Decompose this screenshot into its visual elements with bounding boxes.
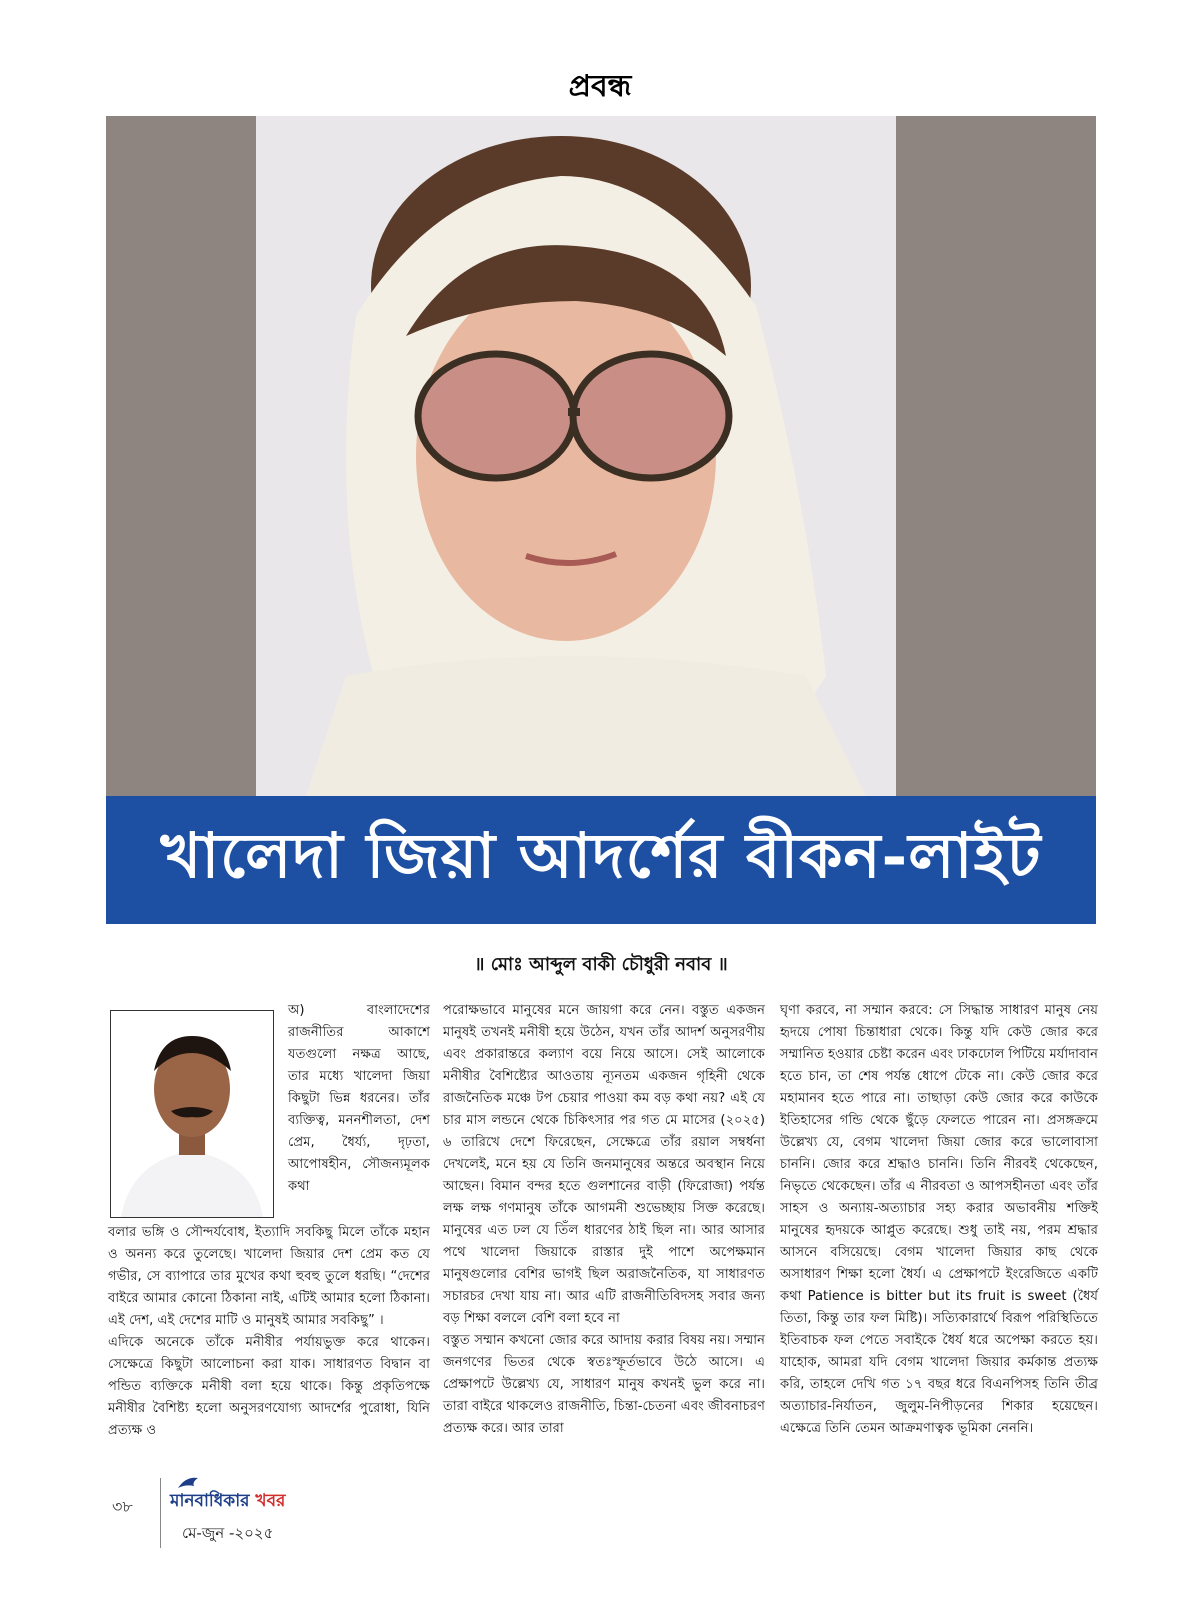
paragraph: বলার ভঙ্গি ও সৌন্দর্যবোধ, ইত্যাদি সবকিছু মিলে তাঁকে মহান ও অনন্য করে তুলেছে। খালেদা জিয়ার দেশ প্রেম কত যে গভীর, সে ব্যাপারে তার মুখের কথা হুবহু তুলে ধরছি। “দেশের বাইরে আমার কোনো ঠিকানা নাই, এটিই আমার হলো ঠিকানা। এই দেশ, এই দেশের মাটি ও মানুষই আমার সবকিছু” ।	[108, 1225, 430, 1328]
column-1-bottom	[108, 1222, 430, 1442]
section-label: প্রবন্ধ	[568, 69, 632, 104]
issue-date: মে-জুন -২০২৫	[182, 1524, 274, 1542]
magazine-name-accent: খবর	[255, 1491, 286, 1511]
footer-divider	[160, 1478, 161, 1548]
column-2	[443, 1000, 765, 1440]
magazine-name	[170, 1488, 285, 1516]
author-portrait-illustration	[111, 1011, 273, 1217]
page-number: ৩৮	[112, 1497, 133, 1516]
paragraph: পরোক্ষভাবে মানুষের মনে জায়গা করে নেন। বস্তুত একজন মানুষই তখনই মনীষী হয়ে উঠেন, যখন তাঁর আদর্শ অনুসরণীয় এবং প্রকারান্তরে কল্যাণ বয়ে নিয়ে আসে। সেই আলোকে মনীষীর বৈশিষ্ট্যের আওতায় ন্যূনতম একজন গৃহিনী থেকে রাজনৈতিক মঞ্চে টপ চেয়ার পাওয়া কম বড় কথা নয়? এই যে চার মাস লন্ডনে থেকে চিকিৎসার পর গত মে মাসের (২০২৫) ৬ তারিখে দেশে ফিরেছেন, সেক্ষেত্রে তাঁর রয়াল সম্বর্ধনা দেখলেই, মনে হয় যে তিনি জনমানুষের অন্তরে অবস্থান নিয়ে আছেন। বিমান বন্দর হতে গুলশানের বাড়ী (ফিরোজা) পর্যন্ত লক্ষ লক্ষ গণমানুষ তাঁকে আগমনী শুভেচ্ছায় সিক্ত করেছে। মানুষের এত ঢল যে তিঁল ধারণের ঠাই ছিল না। আর আসার পথে খালেদা জিয়াকে রাস্তার দুই পাশে অপেক্ষমান মানুষগুলোর বেশির ভাগই ছিল অরাজনৈতিক, যা সাধারণত সচারচর দেখা যায় না। আর এটি রাজনীতিবিদসহ সবার জন্য বড় শিক্ষা বললে বেশি বলা হবে না	[443, 1003, 765, 1326]
hero-photo	[106, 116, 1096, 796]
author-byline: ॥ মোঃ আব্দুল বাকী চৌধুরী নবাব ॥	[474, 954, 728, 975]
headline-band	[106, 796, 1096, 924]
headline: খালেদা জিয়া আদর্শের বীকন-লাইট	[160, 818, 1042, 892]
paragraph: এদিকে অনেকে তাঁকে মনীষীর পর্যায়ভুক্ত করে থাকেন। সেক্ষেত্রে কিছুটা আলোচনা করা যাক। সাধারণত বিদ্বান বা পন্ডিত ব্যক্তিকে মনীষী বলা হয়ে থাকে। কিন্তু প্রকৃতিপক্ষে মনীষীর বৈশিষ্ট্য হলো অনুসরণযোগ্য আদর্শের পুরোধা, যিনি প্রত্যক্ষ ও	[108, 1335, 430, 1438]
paragraph: ঘৃণা করবে, না সম্মান করবে: সে সিদ্ধান্ত সাধারণ মানুষ নেয় হৃদয়ে পোষা চিন্তাধারা থেকে। কিন্তু যদি কেউ জোর করে সম্মানিত হওয়ার চেষ্টা করেন এবং ঢাকঢোল পিটিয়ে মর্যাদাবান হতে চান, তা শেষ পর্যন্ত ধোপে টেকে না। কেউ জোর করে মহামানব হতে পারে না। তাছাড়া কেউ জোর করে কাউকে ইতিহাসের গন্ডি থেকে ছুঁড়ে ফেলতে পারেন না। প্রসঙ্গক্রমে উল্লেখ্য যে, বেগম খালেদা জিয়া জোর করে ভালোবাসা চাননি। জোর করে শ্রদ্ধাও চাননি। তিনি নীরবই থেকেছেন, নিভৃতে থেকেছেন। তাঁর এ নীরবতা ও আপসহীনতা এবং তাঁর সাহস ও অন্যায়-অত্যাচার সহ্য করার অভাবনীয় শক্তিই মানুষের হৃদয়কে আপ্লুত করেছে। শুধু তাই নয়, পরম শ্রদ্ধার আসনে বসিয়েছে। বেগম খালেদা জিয়ার কাছ থেকে অসাধারণ শিক্ষা হলো ধৈর্য। এ প্রেক্ষাপটে ইংরেজিতে একটি কথা Patience is bitter but its fruit is sweet (ধৈর্য তিতা, কিন্তু তার ফল মিষ্টি)। সত্যিকারার্থে বিরূপ পরিস্থিতিতে ইতিবাচক ফল পেতে সবাইকে ধৈর্য ধরে অপেক্ষা করতে হয়। যাহোক, আমরা যদি বেগম খালেদা জিয়ার কর্মকান্ত প্রত্যক্ষ করি, তাহলে দেখি গত ১৭ বছর ধরে বিএনপিসহ তিনি তীব্র অত্যাচার-নির্যাতন, জুলুম-নিপীড়নের শিকার হয়েছেন। এক্ষেত্রে তিনি তেমন আক্রমণাত্বক ভূমিকা নেননি।	[780, 1003, 1098, 1436]
paragraph: বস্তুত সম্মান কখনো জোর করে আদায় করার বিষয় নয়। সম্মান জনগণের ভিতর থেকে স্বতঃস্ফূর্তভাবে উঠে আসে। এ প্রেক্ষাপটে উল্লেখ্য যে, সাধারণ মানুষ কখনই ভুল করে না। তারা বাইরে থাকলেও রাজনীতি, চিন্তা-চেতনা এবং জীবনাচরণ প্রত্যক্ষ করে। আর তারা	[443, 1333, 765, 1436]
column-3	[780, 1000, 1098, 1440]
paragraph: অ) বাংলাদেশের রাজনীতির আকাশে যতগুলো নক্ষত্র আছে, তার মধ্যে খালেদা জিয়া কিছুটা ভিন্ন ধরনের। তাঁর ব্যক্তিত্ব, মননশীলতা, দেশ প্রেম, ধৈর্য্য, দৃঢ়তা, আপোষহীন, সৌজন্যমূলক কথা	[288, 1003, 430, 1194]
column-1-top	[288, 1000, 430, 1198]
portrait-illustration	[106, 116, 1096, 796]
author-photo	[110, 1010, 274, 1218]
magazine-name-main: মানবাধিকার	[170, 1491, 250, 1511]
